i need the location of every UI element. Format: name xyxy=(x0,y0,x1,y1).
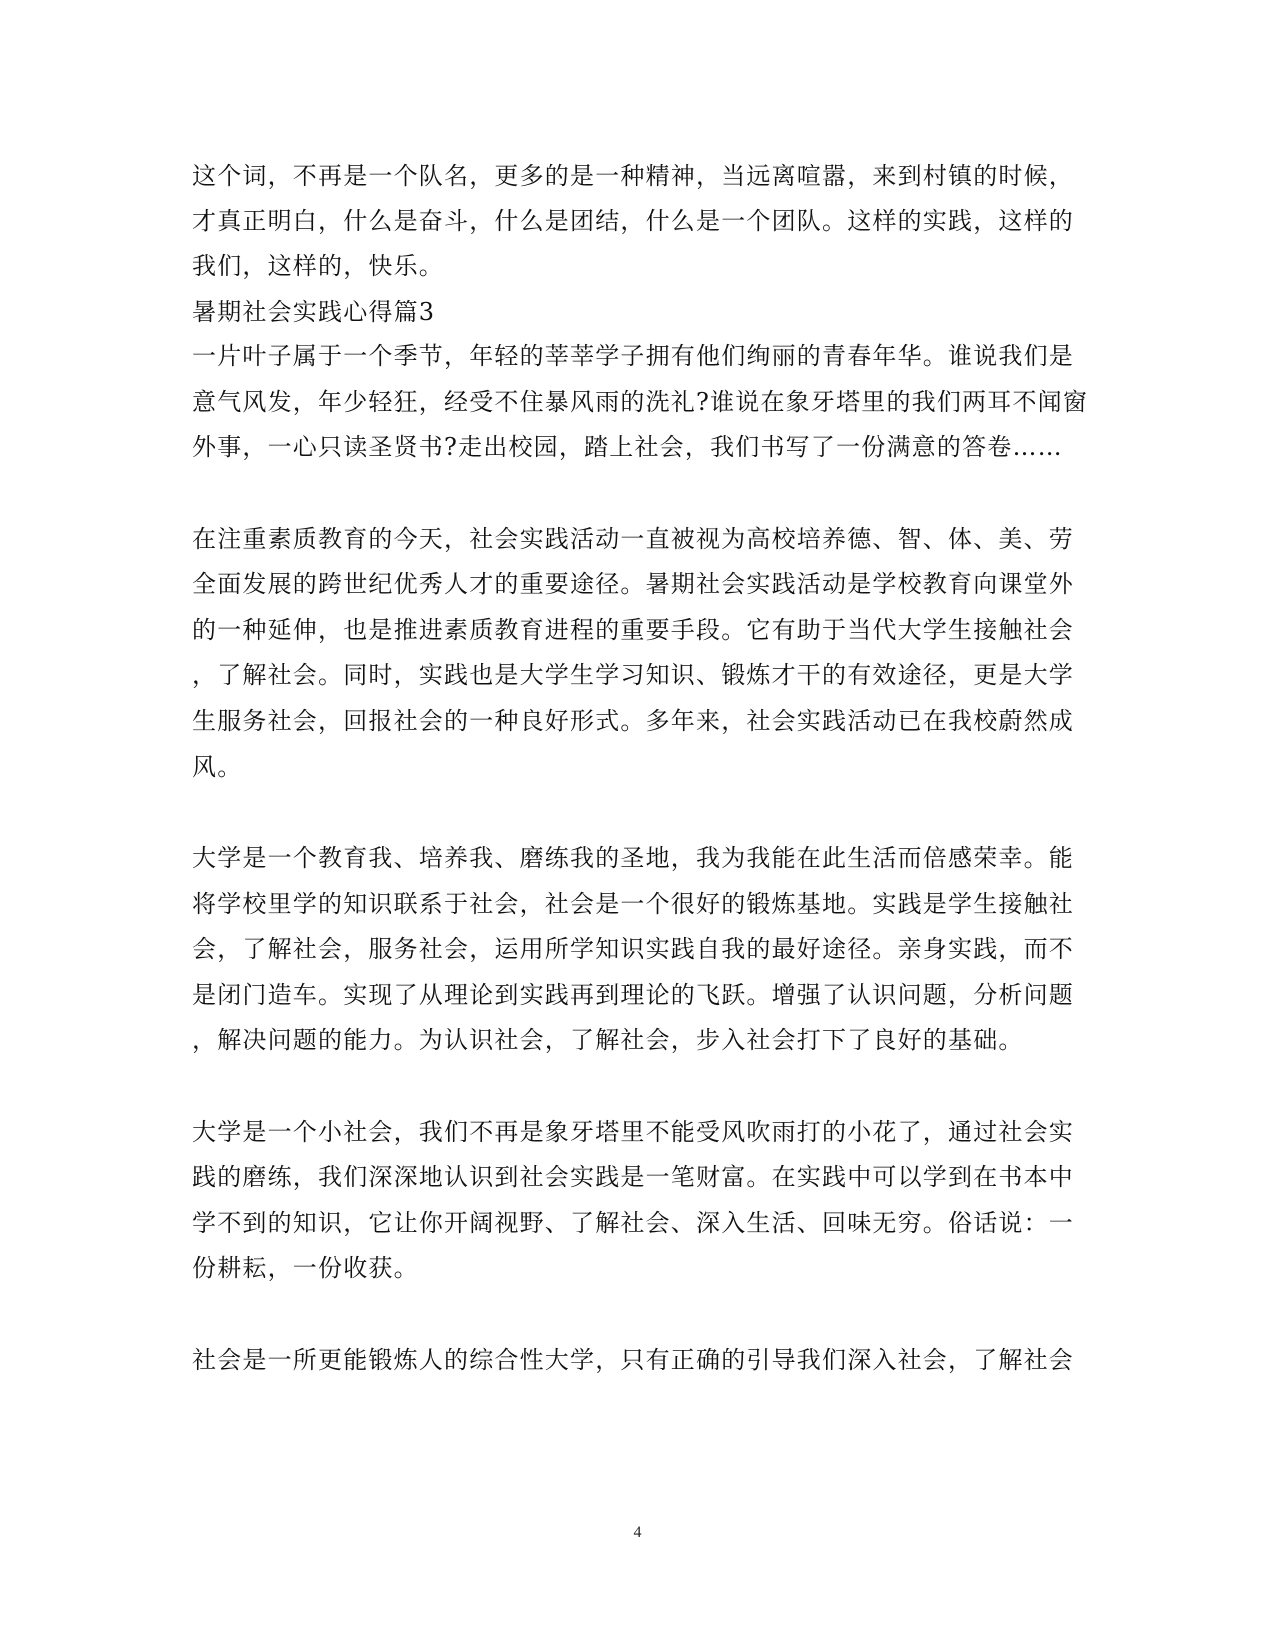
text-line: 外事，一心只读圣贤书?走出校园，踏上社会，我们书写了一份满意的答卷…… xyxy=(192,433,1063,461)
text-line: 我们，这样的，快乐。 xyxy=(192,252,444,280)
page-number: 4 xyxy=(633,1524,642,1541)
section-heading: 暑期社会实践心得篇3 xyxy=(192,298,436,326)
text-line: 社会是一所更能锻炼人的综合性大学，只有正确的引导我们深入社会，了解社会 xyxy=(192,1346,1074,1374)
text-line: 大学是一个小社会，我们不再是象牙塔里不能受风吹雨打的小花了，通过社会实 xyxy=(192,1118,1074,1146)
text-line: 风。 xyxy=(192,753,243,781)
text-line: 的一种延伸，也是推进素质教育进程的重要手段。它有助于当代大学生接触社会 xyxy=(192,616,1074,644)
text-line: 份耕耘，一份收获。 xyxy=(192,1254,419,1282)
text-line: 大学是一个教育我、培养我、磨练我的圣地，我为我能在此生活而倍感荣幸。能 xyxy=(192,844,1074,872)
text-line: ，解决问题的能力。为认识社会，了解社会，步入社会打下了良好的基础。 xyxy=(192,1026,1024,1054)
text-line: 生服务社会，回报社会的一种良好形式。多年来，社会实践活动已在我校蔚然成 xyxy=(192,707,1074,735)
text-line: ，了解社会。同时，实践也是大学生学习知识、锻炼才干的有效途径，更是大学 xyxy=(192,661,1074,689)
text-line: 会，了解社会，服务社会，运用所学知识实践自我的最好途径。亲身实践，而不 xyxy=(192,935,1074,963)
text-line: 学不到的知识，它让你开阔视野、了解社会、深入生活、回味无穷。俗话说：一 xyxy=(192,1209,1074,1237)
text-line: 这个词，不再是一个队名，更多的是一种精神，当远离喧嚣，来到村镇的时候， xyxy=(192,162,1074,190)
text-line: 才真正明白，什么是奋斗，什么是团结，什么是一个团队。这样的实践，这样的 xyxy=(192,207,1074,235)
text-line: 在注重素质教育的今天，社会实践活动一直被视为高校培养德、智、体、美、劳 xyxy=(192,525,1074,553)
text-line: 意气风发，年少轻狂，经受不住暴风雨的洗礼?谁说在象牙塔里的我们两耳不闻窗 xyxy=(192,388,1089,416)
text-line: 一片叶子属于一个季节，年轻的莘莘学子拥有他们绚丽的青春年华。谁说我们是 xyxy=(192,342,1074,370)
text-line: 是闭门造车。实现了从理论到实践再到理论的飞跃。增强了认识问题，分析问题 xyxy=(192,981,1074,1009)
text-line: 将学校里学的知识联系于社会，社会是一个很好的锻炼基地。实践是学生接触社 xyxy=(192,890,1074,918)
text-line: 全面发展的跨世纪优秀人才的重要途径。暑期社会实践活动是学校教育向课堂外 xyxy=(192,570,1074,598)
text-line: 践的磨练，我们深深地认识到社会实践是一笔财富。在实践中可以学到在书本中 xyxy=(192,1163,1074,1191)
